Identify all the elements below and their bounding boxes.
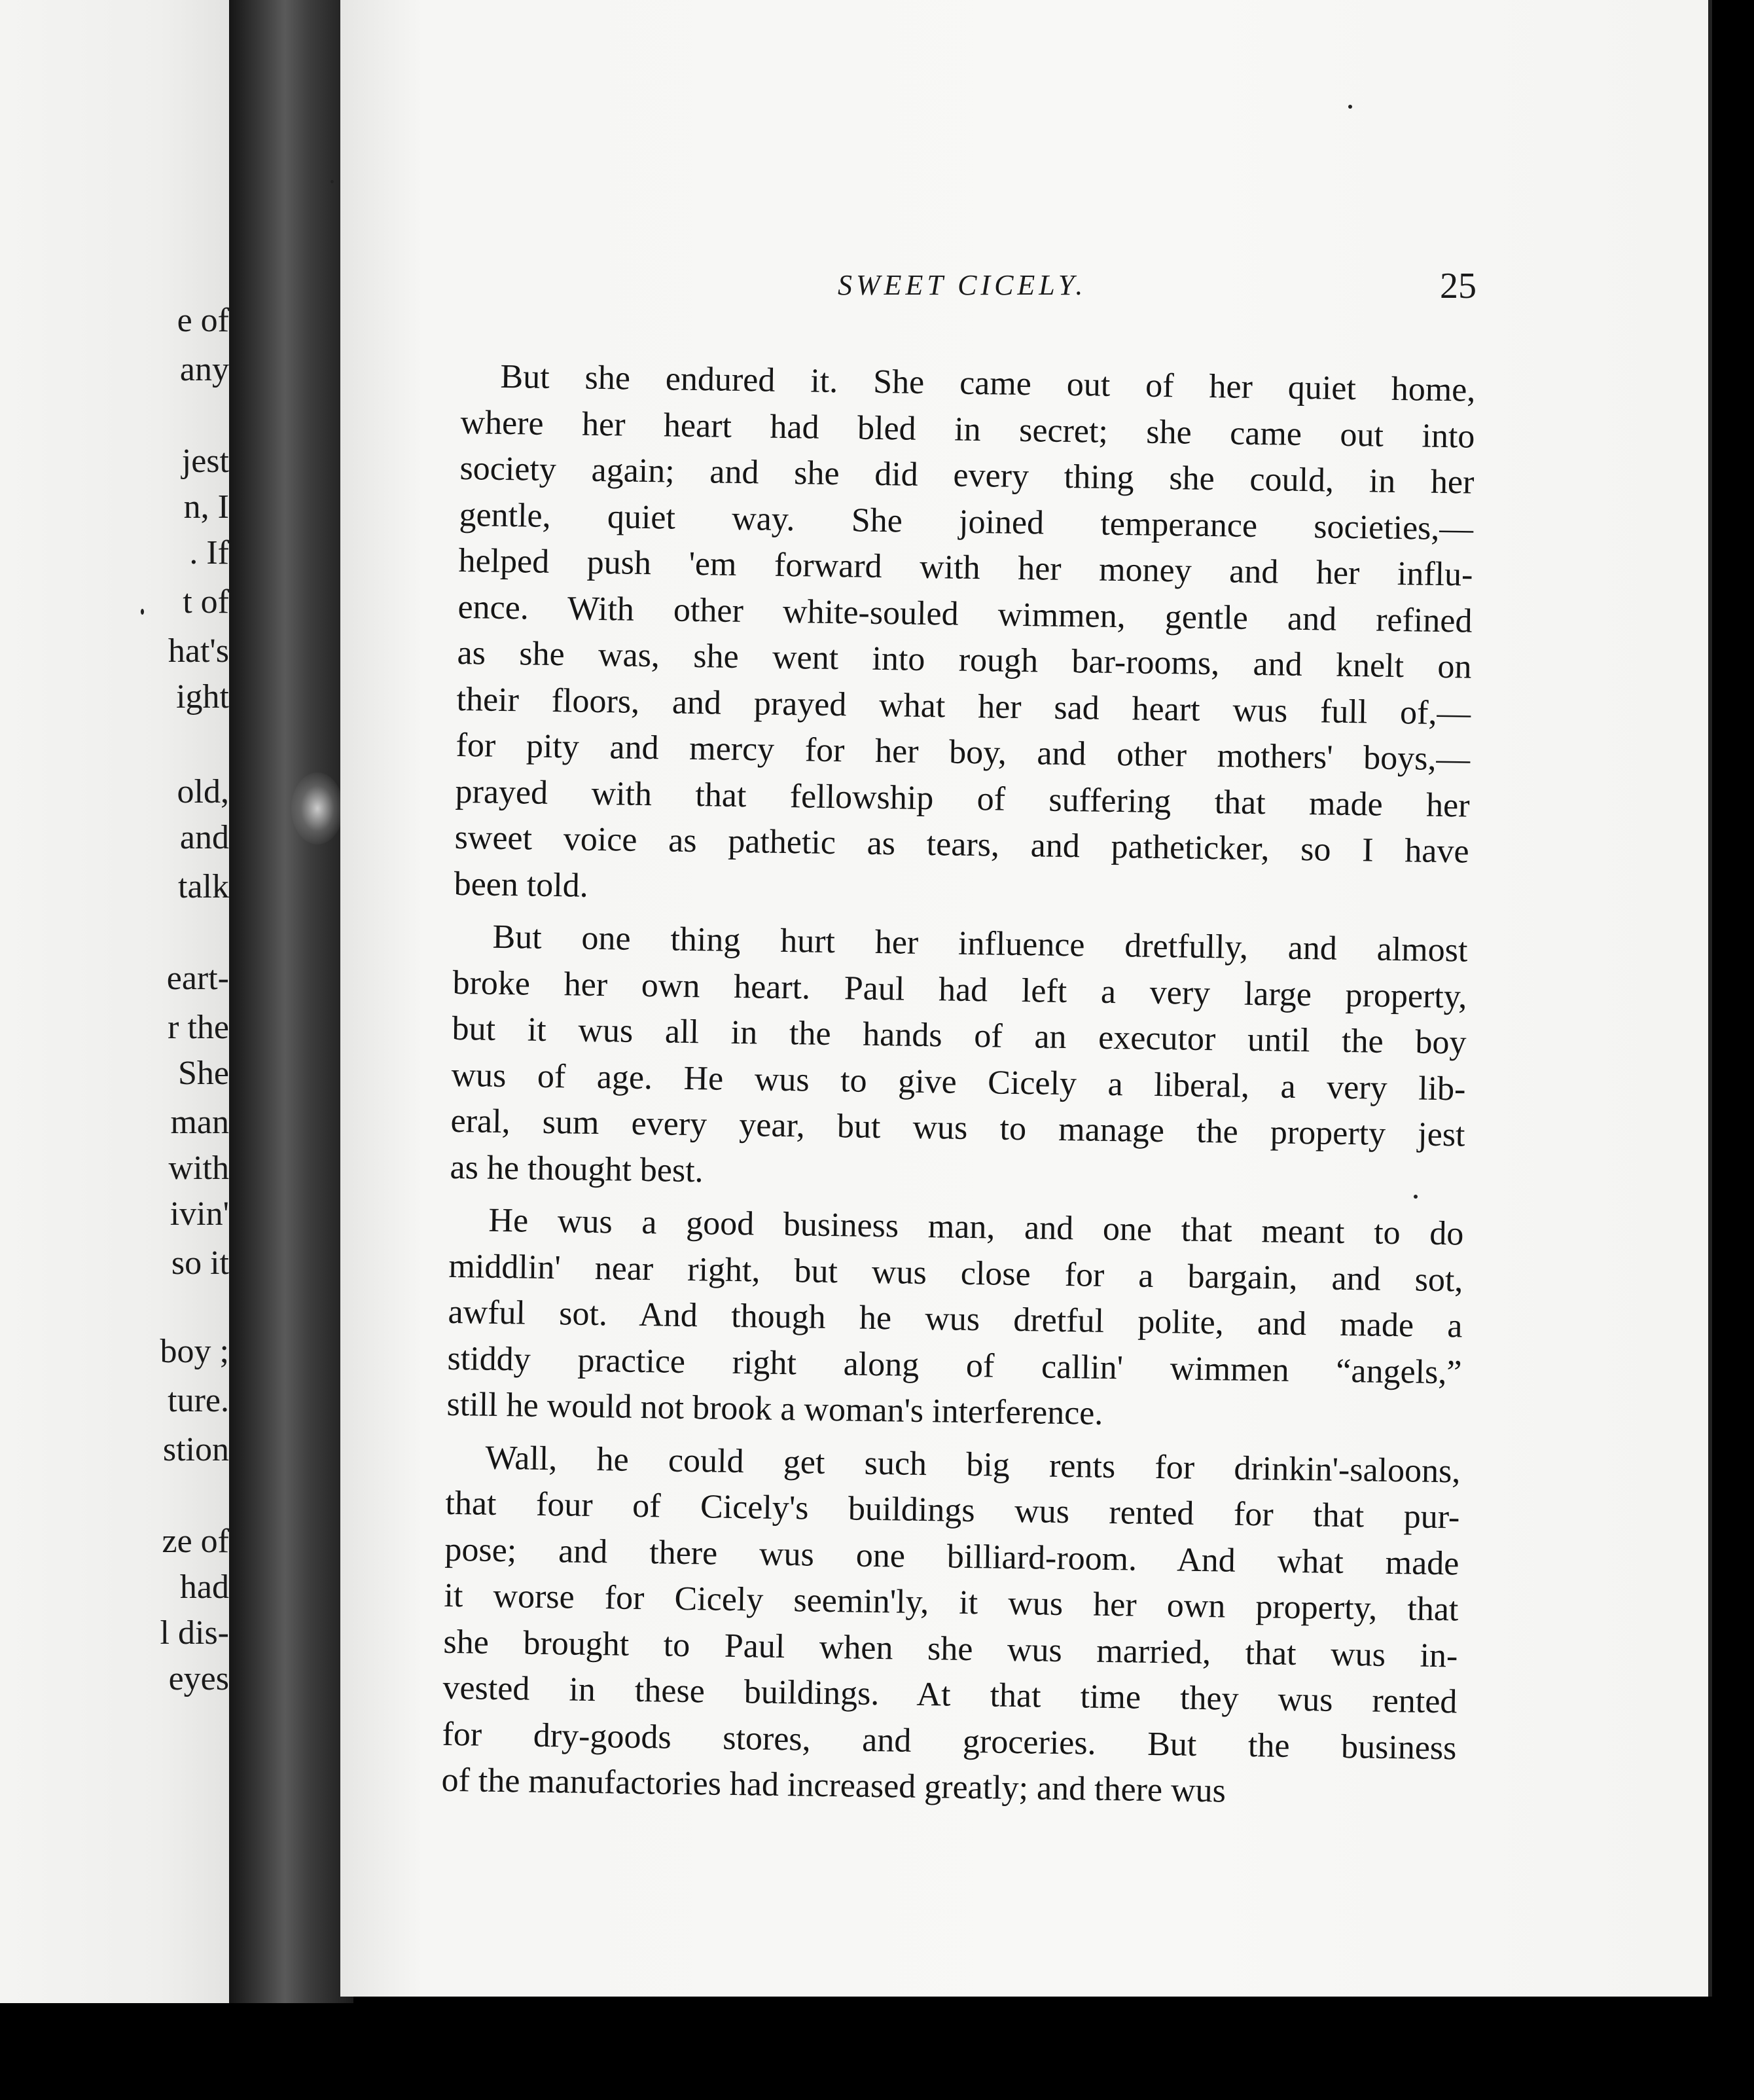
left-page-line: . If [189, 534, 229, 571]
text-line: wus of age. He wus to give Cicely a liberal, a very lib- [451, 1056, 1466, 1108]
left-page-line: had [179, 1568, 229, 1606]
text-line: sweet voice as pathetic as tears, and patheticker, so I have [454, 818, 1469, 871]
paragraph [441, 1434, 1461, 1818]
left-page-line: e of [177, 302, 229, 339]
text-line: their floors, and prayed what her sad heart wus full of,— [456, 680, 1471, 733]
left-page-line: l dis- [160, 1614, 229, 1652]
left-page-line: t of [183, 583, 229, 621]
scan-bottom-margin [0, 2003, 1754, 2100]
left-page-line: ture. [168, 1382, 229, 1419]
left-page-line: so it [171, 1244, 229, 1282]
left-page-line: with [168, 1150, 229, 1187]
left-page-line: any [179, 351, 229, 388]
paragraph [454, 353, 1476, 922]
left-page-line: r the [168, 1009, 229, 1046]
left-page-line: and [179, 819, 229, 856]
paragraph [450, 914, 1468, 1205]
left-page-line: ze of [162, 1523, 229, 1560]
text-line: society again; and she did every thing she could, in her [459, 449, 1475, 501]
left-facing-page [0, 0, 229, 2003]
left-page-line: boy ; [160, 1333, 229, 1370]
text-line: stiddy practice right along of callin' wimmen “angels,” [447, 1339, 1462, 1391]
text-line: for dry-goods stores, and groceries. But the business [442, 1715, 1457, 1767]
text-line: prayed with that fellowship of suffering that made her [455, 772, 1470, 825]
left-page-line: ight [176, 678, 229, 715]
text-line: for pity and mercy for her boy, and other mothers' boys,— [456, 726, 1471, 778]
text-line: been told. [454, 865, 589, 905]
text-line: But one thing hurt her influence dretfully, and almost [492, 918, 1468, 969]
text-line: still he would not brook a woman's interference. [446, 1385, 1103, 1432]
left-page-line: eart- [166, 960, 229, 997]
left-page-line: jest [181, 443, 229, 480]
text-line: where her heart had bled in secret; she came out into [460, 403, 1475, 456]
dust-speck [1348, 105, 1352, 109]
text-line: He wus a good business man, and one that meant to do [488, 1201, 1464, 1253]
left-page-line: She [178, 1055, 229, 1092]
dust-speck [141, 609, 144, 615]
paragraph [446, 1197, 1464, 1442]
left-page-line: ivin' [170, 1195, 229, 1233]
page-body-text [441, 353, 1476, 1818]
text-line: broke her own heart. Paul had left a very large property, [452, 964, 1467, 1016]
text-line: of the manufactories had increased greatly; and there wus [441, 1761, 1226, 1810]
text-line: that four of Cicely's buildings wus rented for that pur- [445, 1484, 1460, 1536]
book-gutter [229, 0, 353, 2003]
text-line: pose; and there wus one billiard-room. And what made [444, 1530, 1459, 1582]
text-line: as he thought best. [450, 1148, 704, 1189]
left-page-line: man [170, 1104, 229, 1141]
left-page-line: old, [177, 773, 229, 810]
text-line: she brought to Paul when she wus married, that wus in- [443, 1623, 1458, 1675]
dust-speck [1414, 1195, 1418, 1199]
text-line: gentle, quiet way. She joined temperance societies,— [459, 496, 1474, 548]
text-line: Wall, he could get such big rents for drinkin'-saloons, [485, 1439, 1461, 1490]
left-page-line: n, I [183, 488, 229, 526]
text-line: awful sot. And though he wus dretful polite, and made a [448, 1293, 1463, 1345]
text-line: as she was, she went into rough bar-rooms, and knelt on [457, 634, 1472, 686]
left-page-line: hat's [168, 632, 229, 670]
gutter-light-reflection [291, 772, 344, 844]
text-line: But she endured it. She came out of her quiet home, [500, 357, 1476, 409]
text-line: middlin' near right, but wus close for a bargain, and sot, [448, 1247, 1463, 1299]
text-line: vested in these buildings. At that time they wus rented [442, 1669, 1458, 1721]
left-page-line: stion [162, 1431, 229, 1468]
text-line: but it wus all in the hands of an executor until the boy [452, 1009, 1467, 1062]
left-page-line: talk [178, 868, 229, 905]
running-head: SWEET CICELY. [838, 269, 1087, 301]
text-line: helped push 'em forward with her money and her influ- [458, 541, 1473, 594]
text-line: eral, sum every year, but wus to manage the property jest [450, 1102, 1465, 1154]
text-line: it worse for Cicely seemin'ly, it wus her own property, that [444, 1576, 1459, 1629]
page-number: 25 [1440, 266, 1477, 306]
left-page-line: eyes [168, 1660, 229, 1697]
dust-speck [331, 180, 334, 183]
text-line: ence. With other white-souled wimmen, gentle and refined [457, 588, 1473, 640]
